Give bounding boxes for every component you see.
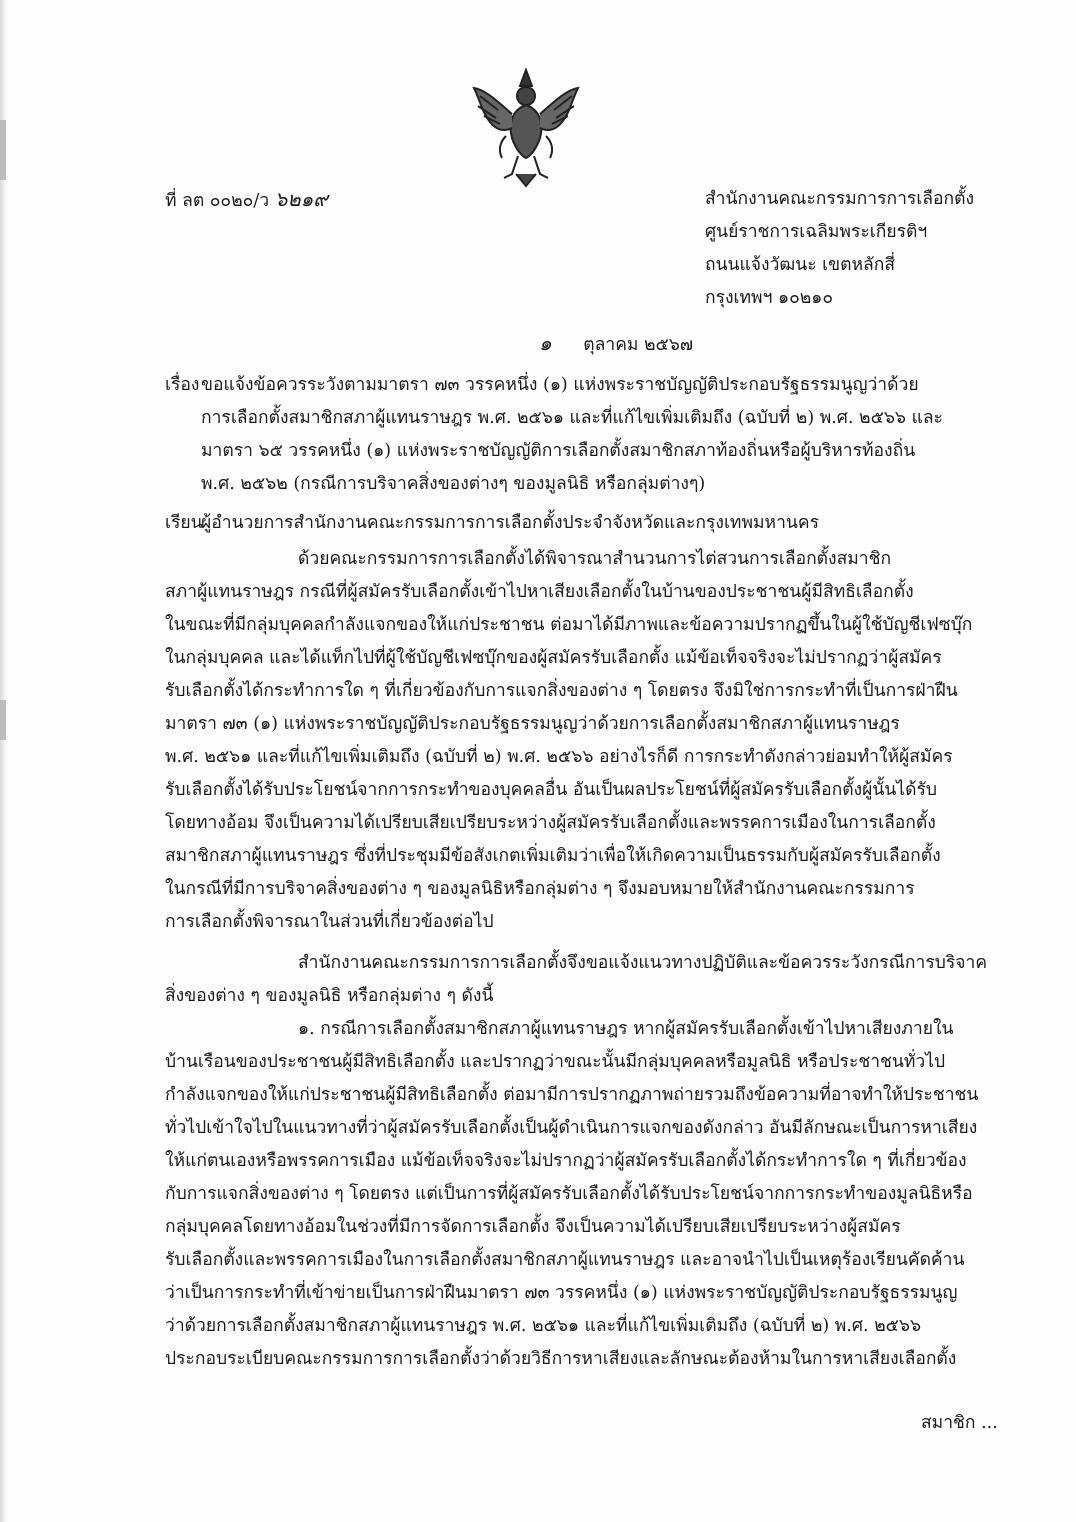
body-line: สมาชิกสภาผู้แทนราษฎร ซึ่งที่ประชุมมีข้อสังเกตเพิ่มเติมว่าเพื่อให้เกิดความเป็นธรรมกับผู้สมัครรับเลือกตั้ง	[165, 846, 941, 866]
body-line: ให้แก่ตนเองหรือพรรคการเมือง แม้ข้อเท็จจริงจะไม่ปรากฏว่าผู้สมัครรับเลือกตั้งได้กระทำการใด ๆ ที่เกี่ยวข้อง	[165, 1151, 967, 1171]
document-number	[165, 186, 328, 214]
scan-artifact	[0, 700, 6, 740]
body-line: ในขณะที่มีกลุ่มบุคคลกำลังแจกของให้แก่ประชาชน ต่อมาได้มีภาพและข้อความปรากฏขึ้นในผู้ใช้บัญชีเฟซบุ๊ก	[165, 615, 973, 635]
scan-edge-shadow	[0, 0, 8, 1522]
scan-artifact	[0, 120, 6, 180]
body-line: กำลังแจกของให้แก่ประชาชนผู้มีสิทธิเลือกตั้ง ต่อมามีการปรากฏภาพถ่ายรวมถึงข้อความที่อาจทำให้ประชาชน	[165, 1085, 979, 1105]
body-line: โดยทางอ้อม จึงเป็นความได้เปรียบเสียเปรียบระหว่างผู้สมัครรับเลือกตั้งและพรรคการเมืองในการเลือกตั้ง	[165, 813, 936, 833]
body-line: สิ่งของต่าง ๆ ของมูลนิธิ หรือกลุ่มต่าง ๆ ดังนี้	[165, 986, 494, 1006]
body-line: ด้วยคณะกรรมการการเลือกตั้งได้พิจารณาสำนวนการไต่สวนการเลือกตั้งสมาชิก	[298, 549, 892, 569]
body-line: ประกอบระเบียบคณะกรรมการการเลือกตั้งว่าด้วยวิธีการหาเสียงและลักษณะต้องห้ามในการหาเสียงเลือกตั้ง	[165, 1349, 957, 1369]
body-line: พ.ศ. ๒๕๖๑ และที่แก้ไขเพิ่มเติมถึง (ฉบับที่ ๒) พ.ศ. ๒๕๖๖ อย่างไรก็ดี การกระทำดังกล่าวย่อมทำให้ผู้สมัคร	[165, 747, 953, 767]
document-number-prefix: ที่ ลต ๐๐๒๐/ว	[165, 191, 270, 211]
body-line: ทั่วไปเข้าใจไปในแนวทางที่ว่าผู้สมัครรับเลือกตั้งเป็นผู้ดำเนินการแจกของดังกล่าว อันมีลักษณะเป็นการหาเสียง	[165, 1118, 978, 1138]
body-line: รับเลือกตั้งได้รับประโยชน์จากการกระทำของบุคคลอื่น อันเป็นผลประโยชน์ที่ผู้สมัครรับเลือกตั้งผู้นั้นได้รับ	[165, 780, 937, 800]
office-address-line: กรุงเทพฯ ๑๐๒๑๐	[705, 288, 834, 308]
date-month-year: ตุลาคม ๒๕๖๗	[583, 335, 694, 355]
body-line: รับเลือกตั้งและพรรคการเมืองในการเลือกตั้งสมาชิกสภาผู้แทนราษฎร และอาจนำไปเป็นเหตุร้องเรียนคัดค้าน	[165, 1250, 965, 1270]
date-day-handwritten: ๑	[539, 331, 552, 355]
body-line: สภาผู้แทนราษฎร กรณีที่ผู้สมัครรับเลือกตั้งเข้าไปหาเสียงเลือกตั้งในบ้านของประชาชนผู้มีสิทธิเลือกตั้ง	[165, 582, 914, 602]
continuation-note: สมาชิก ...	[921, 1413, 998, 1433]
body-line: ๑. กรณีการเลือกตั้งสมาชิกสภาผู้แทนราษฎร หากผู้สมัครรับเลือกตั้งเข้าไปหาเสียงภายใน	[298, 1019, 954, 1039]
letter-date	[539, 330, 693, 358]
body-line: ว่าเป็นการกระทำที่เข้าข่ายเป็นการฝ่าฝืนมาตรา ๗๓ วรรคหนึ่ง (๑) แห่งพระราชบัญญัติประกอบรัฐธรรมนูญ	[165, 1283, 958, 1303]
subject-line: ขอแจ้งข้อควรระวังตามมาตรา ๗๓ วรรคหนึ่ง (๑) แห่งพระราชบัญญัติประกอบรัฐธรรมนูญว่าด้วย	[201, 375, 919, 395]
body-line: ในกรณีที่มีการบริจาคสิ่งของต่าง ๆ ของมูลนิธิหรือกลุ่มต่าง ๆ จึงมอบหมายให้สำนักงานคณะกรรมการ	[165, 879, 915, 899]
recipient-label: เรียน	[165, 513, 203, 533]
subject-line: พ.ศ. ๒๕๖๒ (กรณีการบริจาคสิ่งของต่างๆ ของมูลนิธิ หรือกลุ่มต่างๆ)	[201, 474, 706, 494]
body-line: กลุ่มบุคคลโดยทางอ้อมในช่วงที่มีการจัดการเลือกตั้ง จึงเป็นความได้เปรียบเสียเปรียบระหว่างผู้สมัคร	[165, 1217, 901, 1237]
body-line: ในกลุ่มบุคคล และได้แท็กไปที่ผู้ใช้บัญชีเฟซบุ๊กของผู้สมัครรับเลือกตั้ง แม้ข้อเท็จจริงจะไม่ปรากฏว่าผู้สมัคร	[165, 648, 942, 668]
garuda-emblem	[468, 66, 584, 190]
subject-label: เรื่อง	[165, 375, 200, 395]
body-line: ว่าด้วยการเลือกตั้งสมาชิกสภาผู้แทนราษฎร พ.ศ. ๒๕๖๑ และที่แก้ไขเพิ่มเติมถึง (ฉบับที่ ๒) พ.ศ. ๒๕๖๖	[165, 1316, 922, 1336]
office-address-line: ศูนย์ราชการเฉลิมพระเกียรติฯ	[705, 222, 928, 242]
document-number-handwritten: ๖๒๑๙	[274, 187, 328, 211]
body-line: กับการแจกสิ่งของต่าง ๆ โดยตรง แต่เป็นการที่ผู้สมัครรับเลือกตั้งได้รับประโยชน์จากการกระทำของมูลนิธิหรือ	[165, 1184, 973, 1204]
subject-line: การเลือกตั้งสมาชิกสภาผู้แทนราษฎร พ.ศ. ๒๕๖๑ และที่แก้ไขเพิ่มเติมถึง (ฉบับที่ ๒) พ.ศ. ๒๕๖๖ และ	[201, 408, 943, 428]
office-address-line: ถนนแจ้งวัฒนะ เขตหลักสี่	[705, 255, 896, 275]
body-line: บ้านเรือนของประชาชนผู้มีสิทธิเลือกตั้ง และปรากฏว่าขณะนั้นมีกลุ่มบุคคลหรือมูลนิธิ หรือประชาชนทั่วไป	[165, 1052, 946, 1072]
recipient-text: ผู้อำนวยการสำนักงานคณะกรรมการการเลือกตั้งประจำจังหวัดและกรุงเทพมหานคร	[201, 513, 819, 533]
body-line: มาตรา ๗๓ (๑) แห่งพระราชบัญญัติประกอบรัฐธรรมนูญว่าด้วยการเลือกตั้งสมาชิกสภาผู้แทนราษฎร	[165, 714, 900, 734]
office-address-line: สำนักงานคณะกรรมการการเลือกตั้ง	[705, 189, 975, 209]
body-line: สำนักงานคณะกรรมการการเลือกตั้งจึงขอแจ้งแนวทางปฏิบัติและข้อควรระวังกรณีการบริจาค	[298, 953, 988, 973]
body-line: การเลือกตั้งพิจารณาในส่วนที่เกี่ยวข้องต่อไป	[165, 912, 494, 932]
body-line: รับเลือกตั้งได้กระทำการใด ๆ ที่เกี่ยวข้องกับการแจกสิ่งของต่าง ๆ โดยตรง จึงมิใช่การกระทำที่เป็นการฝ่าฝืน	[165, 681, 958, 701]
subject-line: มาตรา ๖๕ วรรคหนึ่ง (๑) แห่งพระราชบัญญัติการเลือกตั้งสมาชิกสภาท้องถิ่นหรือผู้บริหารท้องถิ่น	[201, 441, 916, 461]
